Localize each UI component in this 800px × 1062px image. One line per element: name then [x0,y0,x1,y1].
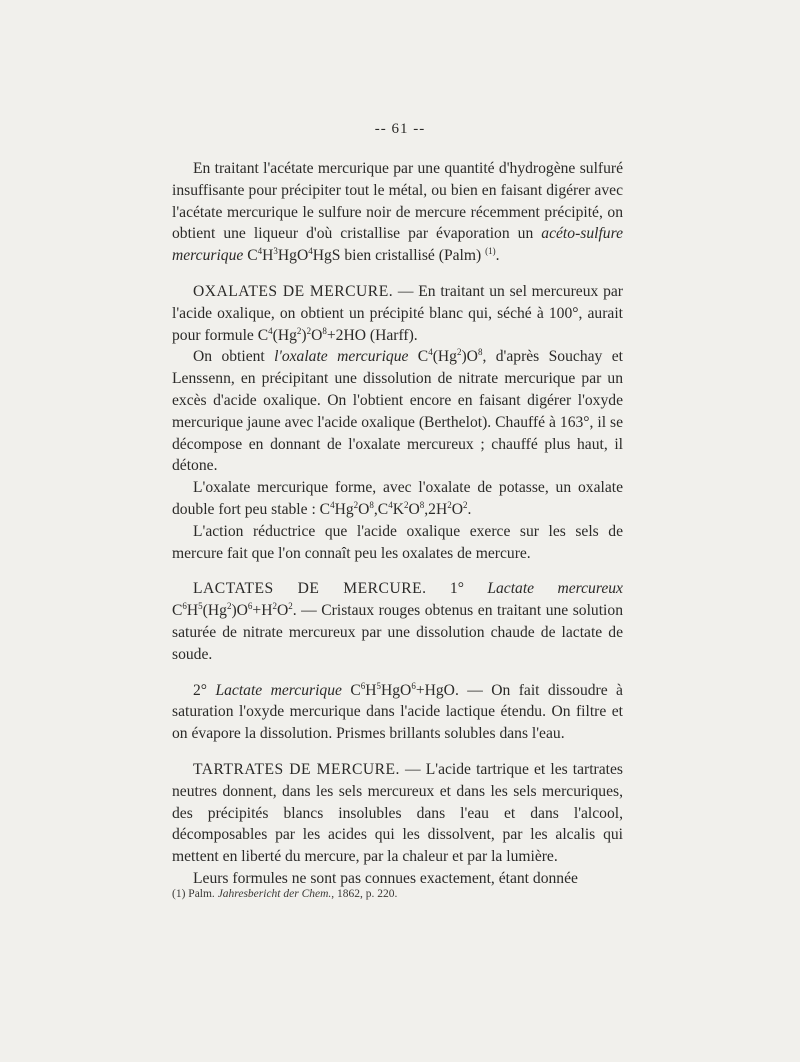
text-run: En traitant l'acétate mercurique par une quantité d'hydrogène sulfuré insuffisante pour précipiter tout le métal, ou bien en faisant digérer avec l'acétate mercurique le sulfure noir de mercure récemment précipité, on obtient une liqueur d'où cristallise par évaporation un [172,160,623,243]
superscript: 8 [419,499,425,510]
text-run: H [365,681,377,699]
text-run: Hg [334,500,354,518]
superscript: 4 [268,325,273,336]
superscript: 2 [306,325,312,336]
section-heading: TARTRATES DE MERCURE. [193,760,400,778]
text-run: C [172,602,183,620]
paragraph-p5 [172,521,623,565]
text-run: +H [252,602,273,620]
italic-term: l'oxalate mercurique [274,348,409,366]
paragraph-p4 [172,477,623,521]
text-run: O [276,602,289,620]
text-run: +2HO (Harff). [326,326,418,344]
text-run: ,C [373,500,389,518]
superscript: 2 [462,499,468,510]
text-run: )O [231,602,248,620]
text-run: H [186,602,199,620]
text-run: — L'acide tartrique et les tartrates neutres donnent, dans les sels mercureux et dans les sels mercuriques, des précipités blancs insolubles dans l'eau et dans l'alcool, décomposables par les acides qui les dissolvent, par les alcalis qui mettent en liberté du mercure, par la chaleur et par la lumière. [172,760,623,866]
page-number: -- 61 -- [374,121,426,137]
italic-term: Lactate mercurique [215,681,342,699]
text-run: C [408,348,429,366]
superscript: 4 [388,499,393,510]
paragraph-p1 [172,158,623,267]
paragraph-p7 [172,680,623,745]
body-text [172,158,623,890]
footnote-marker: (1) [172,888,186,900]
superscript: 4 [257,246,263,256]
text-run: . [467,500,472,518]
text-run: H [262,247,274,265]
text-run: On obtient [193,348,275,366]
text-run: O [408,500,420,518]
text-run: HgO [277,247,309,265]
superscript: 8 [477,347,483,358]
paragraph-p6 [172,578,623,665]
text-run: — En traitant un sel mercureux par l'acide oxalique, on obtient un précipité blanc qui, séché à 100°, aurait pour formule C [172,282,623,344]
superscript: 2 [288,600,293,611]
footnote-source: Jahresbericht der Chem. [217,888,332,900]
paragraph-p8 [172,759,623,868]
text-run: ,2H [424,500,448,518]
superscript: 6 [411,680,416,691]
superscript: 2 [447,499,452,510]
superscript: 6 [182,600,187,611]
superscript: 5 [376,680,381,691]
superscript: 2 [456,347,462,358]
italic-term: acéto-sulfure mercurique [172,225,623,265]
superscript: 2 [272,600,277,611]
text-run: 1° [426,580,488,598]
text-run: C [243,247,258,265]
text-run: ) [301,326,307,344]
section-heading: LACTATES DE MERCURE. [193,580,427,598]
superscript: 4 [330,499,335,510]
superscript: 2 [403,499,409,510]
section-heading: OXALATES DE MERCURE. [193,282,394,300]
superscript: 2 [296,325,302,336]
text-run: +HgO. — On fait dissoudre à saturation l'oxyde mercurique dans l'acide lactique étendu. On filtre et on évapore la dissolution. Prismes brillants solubles dans l'eau. [172,681,623,743]
text-run: (Hg [272,326,297,344]
text-run: )O [461,348,478,366]
superscript: 6 [360,680,366,691]
footnote-text: Palm. [185,888,218,900]
superscript: 3 [273,246,278,256]
superscript: 6 [247,600,253,611]
text-run: K [392,500,404,518]
superscript: 8 [369,499,374,510]
superscript: (1) [485,246,496,256]
paragraph-p3 [172,346,623,477]
text-run: , d'après Souchay et Lenssenn, en précipitant une dissolution de nitrate mercurique par un excès d'acide oxalique. On l'obtient encore en faisant digérer l'oxyde mercurique jaune avec l'acide oxalique (Berthelot). Chauffé à 163°, il se décompose en donnant de l'oxalate mercureux ; chauffé plus haut, il détone. [172,348,623,475]
text-run: HgS bien cristallisé (Palm) [312,247,486,265]
superscript: 4 [308,246,313,256]
text-run: Leurs formules ne sont pas connues exactement, étant donnée [193,869,578,887]
text-run: . [495,247,500,265]
text-run: HgO [381,681,412,699]
superscript: 4 [428,347,433,358]
text-run: (Hg [432,348,457,366]
text-run: L'action réductrice que l'acide oxalique exerce sur les sels de mercure fait que l'on connaît peu les oxalates de mercure. [172,522,623,562]
italic-term: Lactate mercureux [487,580,623,598]
text-run: O [358,500,370,518]
text-run: L'oxalate mercurique forme, avec l'oxalate de potasse, un oxalate double fort peu stable : C [172,479,623,518]
superscript: 8 [322,325,327,336]
footnote [172,887,623,901]
text-run: (Hg [202,602,227,620]
superscript: 2 [226,600,232,611]
text-run: O [311,326,323,344]
text-run: . — Cristaux rouges obtenus en traitant une solution saturée de nitrate mercureux par une dissolution chaude de lactate de soude. [172,602,623,663]
paragraph-p2 [172,281,623,346]
superscript: 2 [353,499,359,510]
text-run: C [341,681,361,699]
text-run: 2° [193,681,216,699]
superscript: 5 [198,600,203,611]
text-run: O [451,500,463,518]
footnote-tail: , 1862, p. 220. [331,888,398,900]
